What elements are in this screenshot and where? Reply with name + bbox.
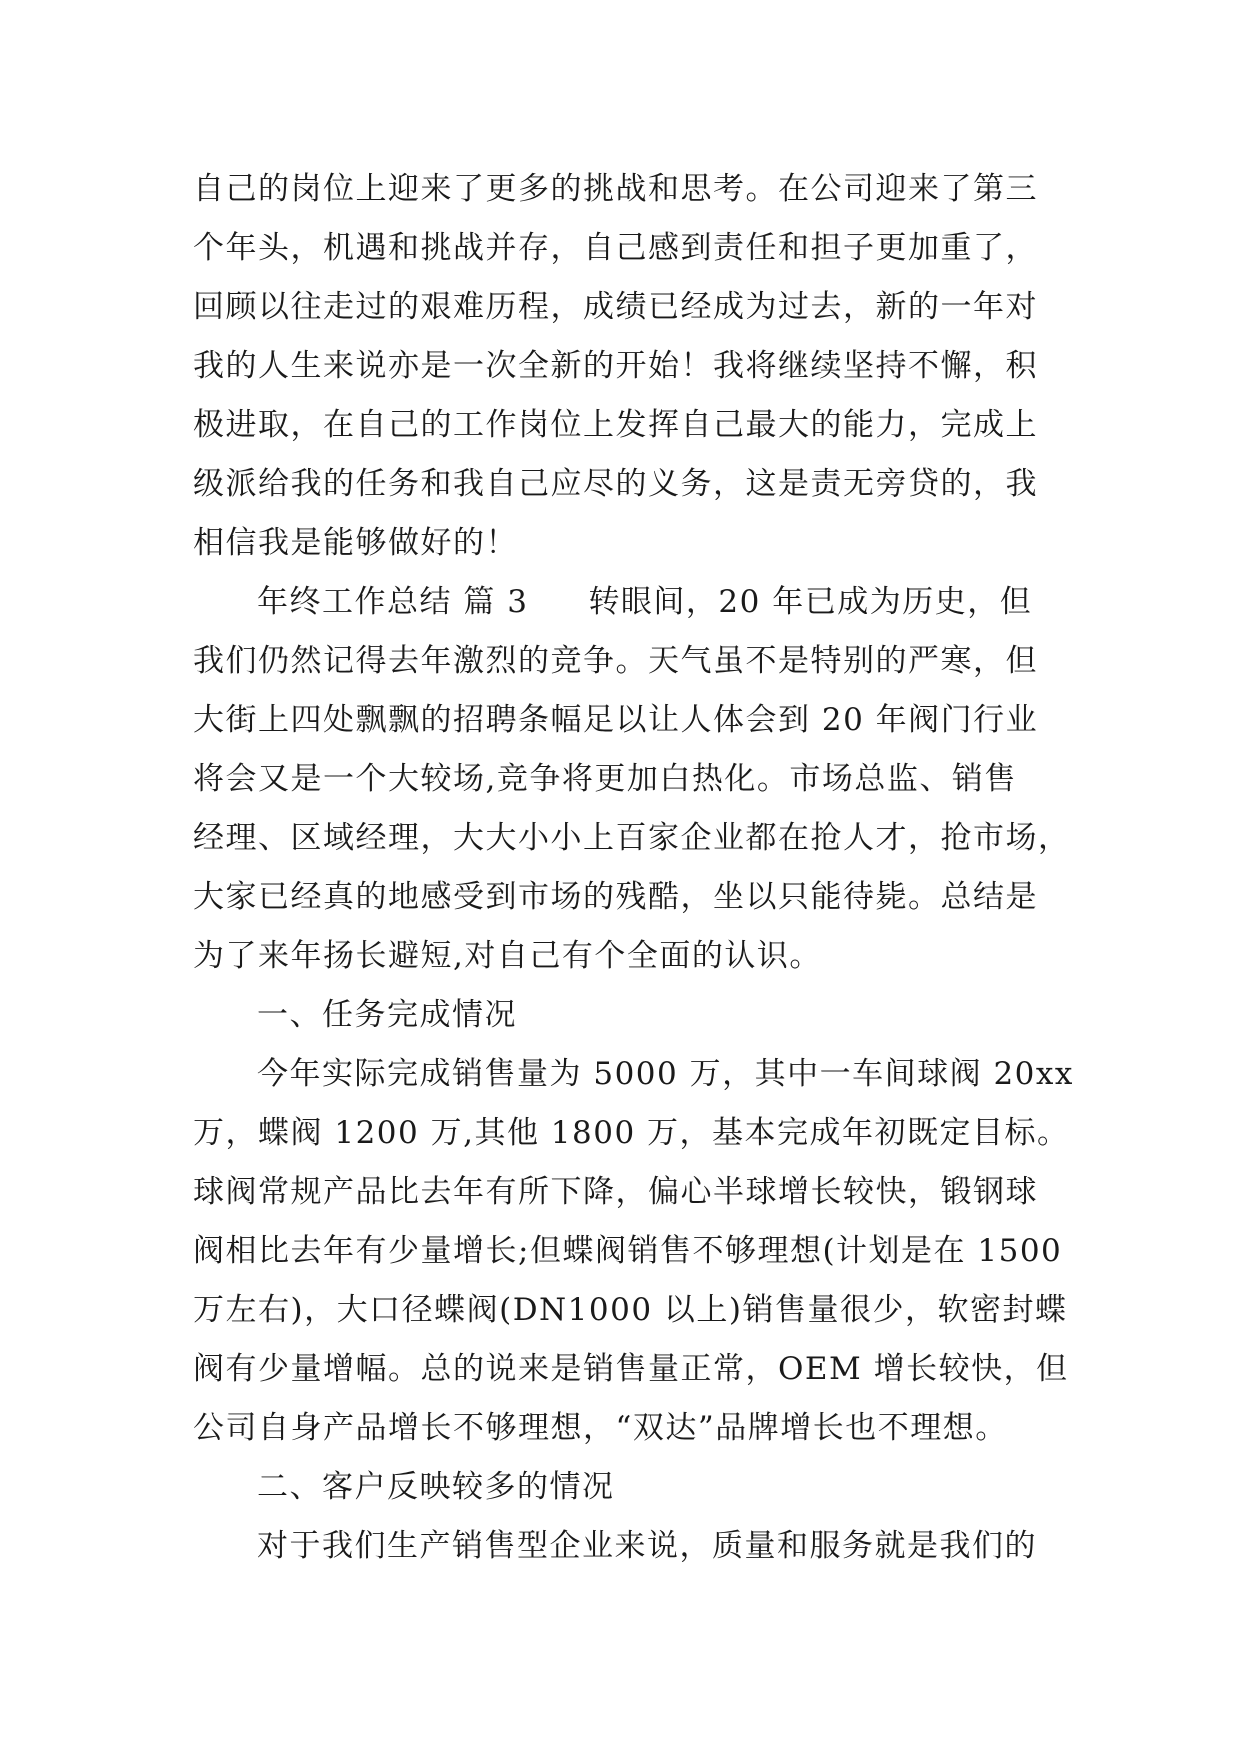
text-fragment: 转眼间，20 年已成为历史，但 [588, 584, 1033, 620]
text-line: 阀有少量增幅。总的说来是销售量正常，OEM 增长较快，但 [193, 1351, 1069, 1387]
text-line: 相信我是能够做好的！ [193, 525, 518, 561]
text-line: 万左右)，大口径蝶阀(DN1000 以上)销售量很少，软密封蝶 [193, 1292, 1068, 1328]
section-label: 年终工作总结 篇 3 [257, 584, 529, 620]
text-line: 大街上四处飘飘的招聘条幅足以让人体会到 20 年阀门行业 [193, 702, 1039, 738]
heading-customer-feedback [193, 1458, 1053, 1517]
text-line: 公司自身产品增长不够理想，“双达”品牌增长也不理想。 [193, 1410, 1008, 1446]
text-line: 个年头，机遇和挑战并存，自己感到责任和担子更加重了， [193, 230, 1038, 266]
text-line: 将会又是一个大较场,竞争将更加白热化。市场总监、销售 [193, 761, 1017, 797]
document-body [193, 160, 1074, 1576]
text-line [193, 573, 1053, 632]
text-line: 我们仍然记得去年激烈的竞争。天气虽不是特别的严寒，但 [193, 643, 1038, 679]
paragraph-customer-feedback [193, 1517, 1053, 1576]
text-line: 对于我们生产销售型企业来说，质量和服务就是我们的 [257, 1528, 1037, 1564]
text-line: 今年实际完成销售量为 5000 万，其中一车间球阀 20xx [257, 1056, 1074, 1092]
text-line: 大家已经真的地感受到市场的残酷，坐以只能待毙。总结是 [193, 879, 1038, 915]
text-line: 回顾以往走过的艰难历程，成绩已经成为过去，新的一年对 [193, 289, 1038, 325]
paragraph-task-completion [193, 1045, 1074, 1458]
text-line: 极进取，在自己的工作岗位上发挥自己最大的能力，完成上 [193, 407, 1038, 443]
text-line: 我的人生来说亦是一次全新的开始！我将继续坚持不懈，积 [193, 348, 1038, 384]
paragraph-continuation [193, 160, 1053, 573]
text-line: 自己的岗位上迎来了更多的挑战和思考。在公司迎来了第三 [193, 171, 1038, 207]
section-heading: 一、任务完成情况 [257, 997, 517, 1033]
text-line: 阀相比去年有少量增长;但蝶阀销售不够理想(计划是在 1500 [193, 1233, 1063, 1269]
text-line: 为了来年扬长避短,对自己有个全面的认识。 [193, 938, 822, 974]
text-line: 万，蝶阀 1200 万,其他 1800 万，基本完成年初既定目标。 [193, 1115, 1070, 1151]
heading-task-completion [193, 986, 1053, 1045]
section-heading: 二、客户反映较多的情况 [257, 1469, 615, 1505]
paragraph-section-3 [193, 573, 1071, 986]
text-line: 球阀常规产品比去年有所下降，偏心半球增长较快，锻钢球 [193, 1174, 1038, 1210]
text-line: 经理、区域经理，大大小小上百家企业都在抢人才，抢市场， [193, 820, 1071, 856]
text-line: 级派给我的任务和我自己应尽的义务，这是责无旁贷的，我 [193, 466, 1038, 502]
